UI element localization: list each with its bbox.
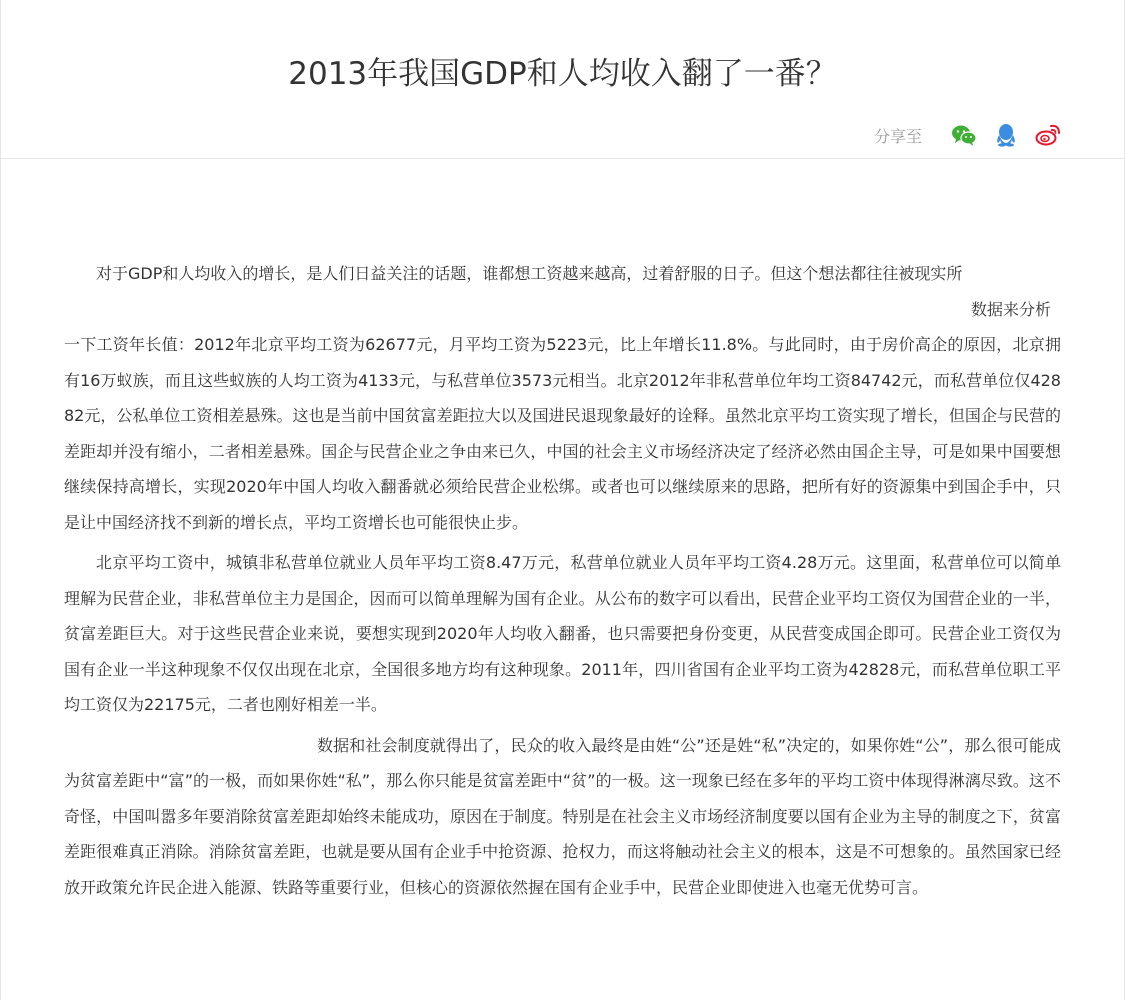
wechat-icon[interactable] [950,121,978,149]
paragraph-line: 对于GDP和人均收入的增长，是人们日益关注的话题，谁都想工资越来越高，过着舒服的日子。但这个想法都往往被现实所 [96,264,963,283]
qq-icon[interactable] [992,121,1020,149]
article-header [1,0,1124,159]
article-body [64,256,1061,910]
article-title: 2013年我国GDP和人均收入翻了一番？ [288,56,837,92]
share-bar [874,120,1062,150]
paragraph-line: 数据来分析 [970,299,1051,319]
weibo-icon[interactable] [1034,121,1062,149]
paragraph: 北京平均工资中，城镇非私营单位就业人员年平均工资8.47万元，私营单位就业人员年平均工资4.28万元。这里面，私营单位可以简单理解为民营企业，非私营单位主力是国企，因而可以简单理解为国有企业。从公布的数字可以看出，民营企业平均工资仅为国营企业的一半，贫富差距巨大。对于这些民营企业来说，要想实现到2020年人均收入翻番，也只需要把身份变更，从民营变成国企即可。民营企业工资仅为国有企业一半这种现象不仅仅出现在北京，全国很多地方均有这种现象。2011年，四川省国有企业平均工资为42828元，而私营单位职工平均工资仅为22175元，二者也刚好相差一半。 [64,553,1061,714]
paragraph-text: 一下工资年长值：2012年北京平均工资为62677元，月平均工资为5223元，比上年增长11.8%。与此同时，由于房价高企的原因，北京拥有16万蚁族，而且这些蚁族的人均工资为4133元，与私营单位3573元相当。北京2012年非私营单位年均工资84742元，而私营单位仅42882元，公私单位工资相差悬殊。这也是当前中国贫富差距拉大以及国进民退现象最好的诠释。虽然北京平均工资实现了增长，但国企与民营的差距却并没有缩小，二者相差悬殊。国企与民营企业之争由来已久，中国的社会主义市场经济决定了经济必然由国企主导，可是如果中国要想继续保持高增长，实现2020年中国人均收入翻番就必须给民营企业松绑。或者也可以继续原来的思路，把所有好的资源集中到国企手中，只是让中国经济找不到新的增长点，平均工资增长也可能很快止步。 [64,335,1061,532]
share-label: 分享至 [873,126,922,146]
paragraph [64,256,1061,540]
paragraph: 数据和社会制度就得出了，民众的收入最终是由姓“公”还是姓“私”决定的，如果你姓“公”，那么很可能成为贫富差距中“富”的一极，而如果你姓“私”，那么你只能是贫富差距中“贫”的一极。这一现象已经在多年的平均工资中体现得淋漓尽致。这不奇怪，中国叫嚣多年要消除贫富差距却始终未能成功，原因在于制度。特别是在社会主义市场经济制度要以国有企业为主导的制度之下，贫富差距很难真正消除。消除贫富差距，也就是要从国有企业手中抢资源、抢权力，而这将触动社会主义的根本，这是不可想象的。虽然国家已经放开政策允许民企进入能源、铁路等重要行业，但核心的资源依然握在国有企业手中，民营企业即使进入也毫无优势可言。 [64,735,1061,897]
